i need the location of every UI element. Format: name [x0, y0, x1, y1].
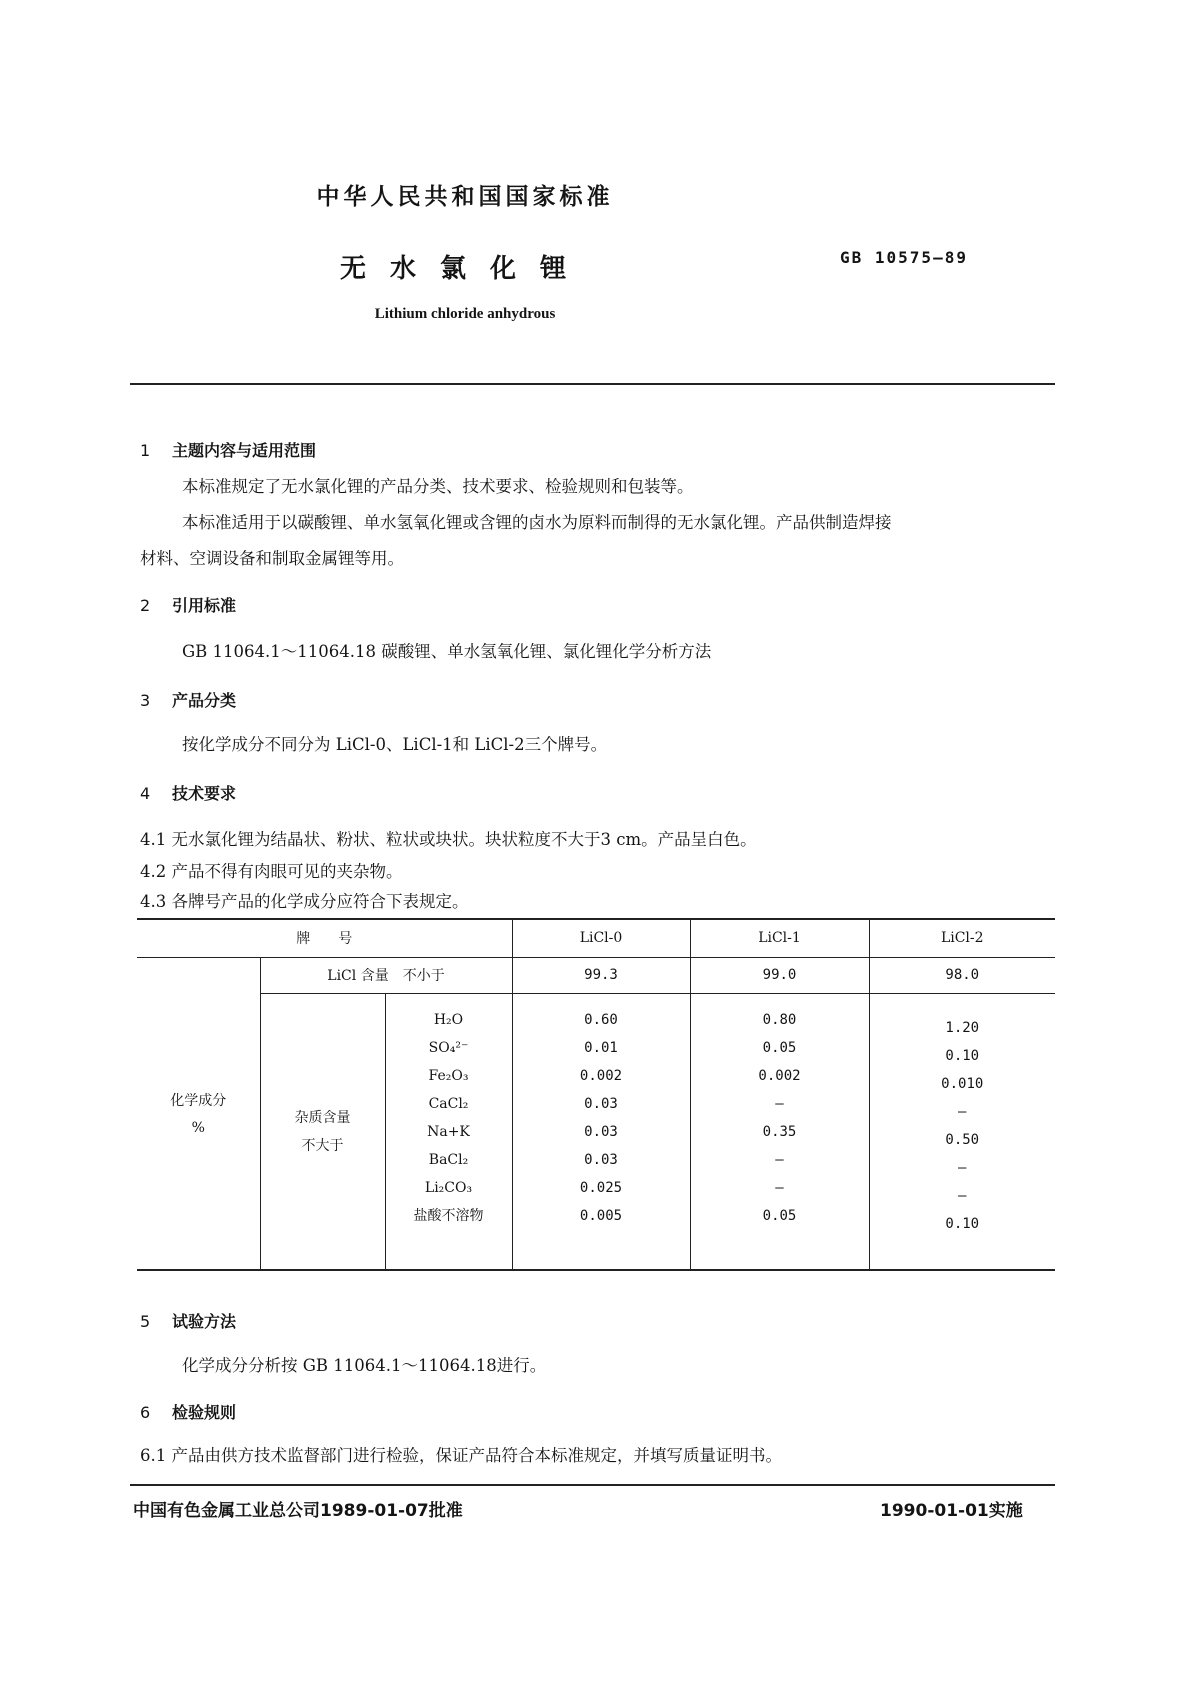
paragraph: 本标准适用于以碳酸锂、单水氢氧化锂或含锂的卤水为原料而制得的无水氯化锂。产品供制造焊接: [182, 513, 892, 532]
section-number: 4: [140, 784, 151, 803]
impurity-value: 0.10: [945, 1047, 980, 1064]
impurity-value: 0.05: [762, 1039, 797, 1056]
impurity-name: Na+K: [427, 1123, 470, 1140]
impurity-value: —: [775, 1179, 784, 1196]
label-line: 化学成分: [170, 1093, 227, 1110]
section-title: 检验规则: [172, 1403, 237, 1422]
implementation-date: 1990-01-01实施: [880, 1501, 1023, 1521]
impurity-value: 0.50: [945, 1131, 980, 1148]
impurity-label: [260, 993, 385, 1270]
impurity-value: —: [958, 1103, 967, 1120]
section-1-heading: [140, 438, 316, 461]
impurity-value: 0.60: [584, 1011, 618, 1028]
impurity-value: 0.03: [584, 1123, 618, 1140]
clause-4-2: 4.2 产品不得有肉眼可见的夹杂物。: [140, 862, 403, 881]
paragraph: 本标准规定了无水氯化锂的产品分类、技术要求、检验规则和包装等。: [182, 477, 694, 496]
approval-line: 中国有色金属工业总公司1989-01-07批准: [133, 1501, 463, 1521]
section-number: 2: [140, 596, 151, 615]
clause-4-1: 4.1 无水氯化锂为结晶状、粉状、粒状或块状。块状粒度不大于3 cm。产品呈白色。: [140, 830, 757, 849]
impurity-value: —: [775, 1095, 784, 1112]
impurity-value: 0.002: [579, 1067, 623, 1084]
impurity-name: SO₄²⁻: [428, 1039, 469, 1056]
chem-composition-label: [137, 957, 260, 1270]
grade-header: LiCl-2: [869, 919, 1055, 957]
impurity-name: Li₂CO₃: [424, 1179, 473, 1196]
impurity-value: 0.80: [762, 1011, 797, 1028]
paragraph: 按化学成分不同分为 LiCl-0、LiCl-1和 LiCl-2三个牌号。: [182, 735, 608, 754]
impurity-value: 0.01: [584, 1039, 618, 1056]
standard-title: 中华人民共和国国家标准: [316, 184, 614, 210]
section-number: 6: [140, 1403, 151, 1422]
label-line: 不大于: [301, 1138, 344, 1155]
section-title: 产品分类: [172, 691, 237, 710]
impurity-value: 0.35: [762, 1123, 797, 1140]
paragraph: 化学成分分析按 GB 11064.1～11064.18进行。: [182, 1356, 547, 1375]
impurity-value: —: [958, 1187, 967, 1204]
impurity-value: —: [775, 1151, 784, 1168]
impurity-names: [385, 993, 512, 1270]
section-title: 主题内容与适用范围: [172, 441, 317, 460]
impurity-value: 0.10: [945, 1215, 980, 1232]
section-number: 5: [140, 1312, 151, 1331]
impurity-value: 0.03: [584, 1095, 618, 1112]
table-header-grade: 牌 号: [137, 919, 512, 957]
licl-content-label: LiCl 含量 不小于: [260, 957, 512, 993]
licl-value: 99.0: [690, 957, 869, 993]
english-subtitle: Lithium chloride anhydrous: [374, 306, 556, 322]
document-title: 无水氯化锂: [339, 254, 590, 284]
grade-header: LiCl-0: [512, 919, 690, 957]
section-4-heading: [140, 781, 236, 804]
label-line: %: [191, 1120, 205, 1137]
licl-0-impurities: [512, 993, 690, 1270]
impurity-name: 盐酸不溶物: [413, 1207, 484, 1224]
clause-6-1: 6.1 产品由供方技术监督部门进行检验，保证产品符合本标准规定，并填写质量证明书。: [140, 1446, 782, 1465]
impurity-name: CaCl₂: [428, 1095, 469, 1112]
impurity-name: Fe₂O₃: [428, 1067, 469, 1084]
licl-value: 98.0: [869, 957, 1055, 993]
section-3-heading: [140, 688, 236, 711]
chemical-composition-table: [137, 918, 1055, 1271]
impurity-value: 0.05: [762, 1207, 797, 1224]
licl-value: 99.3: [512, 957, 690, 993]
impurity-value: 0.002: [758, 1067, 801, 1084]
clause-4-3: 4.3 各牌号产品的化学成分应符合下表规定。: [140, 892, 469, 911]
section-5-heading: [140, 1309, 236, 1332]
reference-standard: GB 11064.1～11064.18 碳酸锂、单水氢氧化锂、氯化锂化学分析方法: [182, 642, 712, 661]
impurity-value: 1.20: [945, 1019, 980, 1036]
impurity-value: —: [958, 1159, 967, 1176]
section-number: 1: [140, 441, 151, 460]
impurity-name: BaCl₂: [428, 1151, 469, 1168]
section-title: 技术要求: [172, 784, 237, 803]
impurity-name: H₂O: [433, 1011, 464, 1028]
standard-code: GB 10575—89: [840, 248, 968, 267]
impurity-value: 0.010: [941, 1075, 984, 1092]
licl-1-impurities: [690, 993, 869, 1270]
top-rule: [130, 383, 1055, 385]
licl-2-impurities: [869, 993, 1055, 1270]
impurity-value: 0.03: [584, 1151, 618, 1168]
label-line: 杂质含量: [294, 1110, 351, 1127]
section-6-heading: [140, 1400, 236, 1423]
section-title: 引用标准: [172, 596, 237, 615]
section-2-heading: [140, 593, 236, 616]
grade-header: LiCl-1: [690, 919, 869, 957]
section-title: 试验方法: [172, 1312, 237, 1331]
paragraph-continued: 材料、空调设备和制取金属锂等用。: [140, 549, 404, 568]
impurity-value: 0.025: [579, 1179, 623, 1196]
section-number: 3: [140, 691, 151, 710]
impurity-value: 0.005: [579, 1207, 623, 1224]
bottom-rule: [130, 1484, 1055, 1486]
